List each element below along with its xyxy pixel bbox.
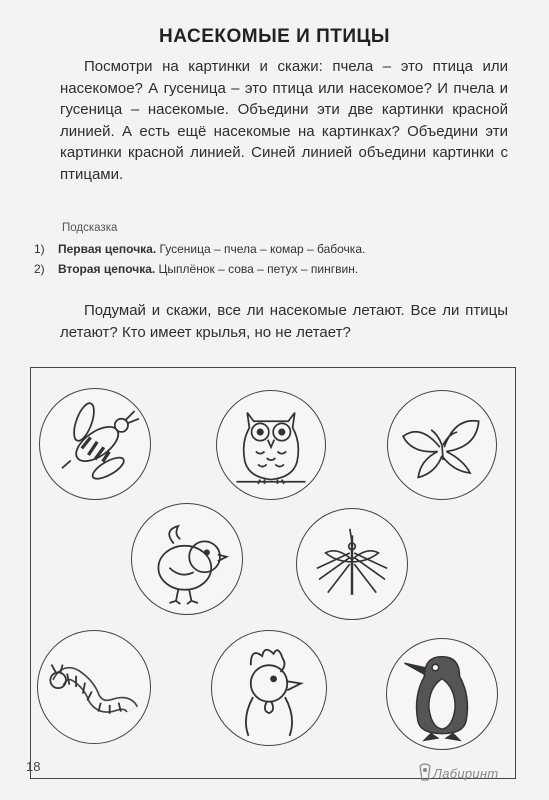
hint-label: Подсказка (62, 222, 118, 234)
hint-item-title: Вторая цепочка. (58, 262, 156, 276)
penguin-picture[interactable] (386, 638, 498, 750)
hint-item-text: Гусеница – пчела – комар – бабочка. (156, 242, 366, 256)
watermark-logo: Лабиринт (433, 766, 499, 781)
rooster-picture[interactable] (211, 630, 327, 746)
chick-picture[interactable] (131, 503, 243, 615)
question-text: Подумай и скажи, все ли насекомые летают. Все ли птицы летают? Кто имеет крылья, но не летает? (60, 302, 508, 341)
owl-picture[interactable] (216, 390, 326, 500)
rooster-icon (212, 631, 326, 745)
butterfly-picture[interactable] (387, 390, 497, 500)
chick-icon (132, 504, 242, 614)
mosquito-picture[interactable] (296, 508, 408, 620)
question-paragraph (60, 300, 508, 343)
butterfly-icon (388, 391, 496, 499)
mosquito-icon (297, 509, 407, 619)
bee-icon (40, 389, 150, 499)
owl-icon (217, 391, 325, 499)
caterpillar-picture[interactable] (37, 630, 151, 744)
hint-item-number: 2) (34, 262, 45, 276)
hint-item-number: 1) (34, 242, 45, 256)
hint-item-2 (34, 262, 358, 276)
task-text: Посмотри на картинки и скажи: пчела – это птица или насекомое? А гусеница – это птица или насекомое? И пчела и гусеница – насекомые. Объедини эти две картинки красной линией. А есть ещё насекомые на картинках? Объедини эти картинки красной линией. Синей линией объедини картинки с птицами. (60, 58, 508, 183)
caterpillar-icon (38, 631, 150, 743)
bee-picture[interactable] (39, 388, 151, 500)
hint-item-1 (34, 242, 365, 256)
labirint-logo-icon (418, 762, 432, 782)
hint-item-title: Первая цепочка. (58, 242, 157, 256)
hint-item-text: Цыплёнок – сова – петух – пингвин. (155, 262, 359, 276)
penguin-icon (387, 639, 497, 749)
page-title: НАСЕКОМЫЕ И ПТИЦЫ (159, 26, 390, 47)
page-number: 18 (26, 759, 41, 774)
pictures-frame (30, 367, 516, 779)
task-paragraph (60, 56, 508, 185)
